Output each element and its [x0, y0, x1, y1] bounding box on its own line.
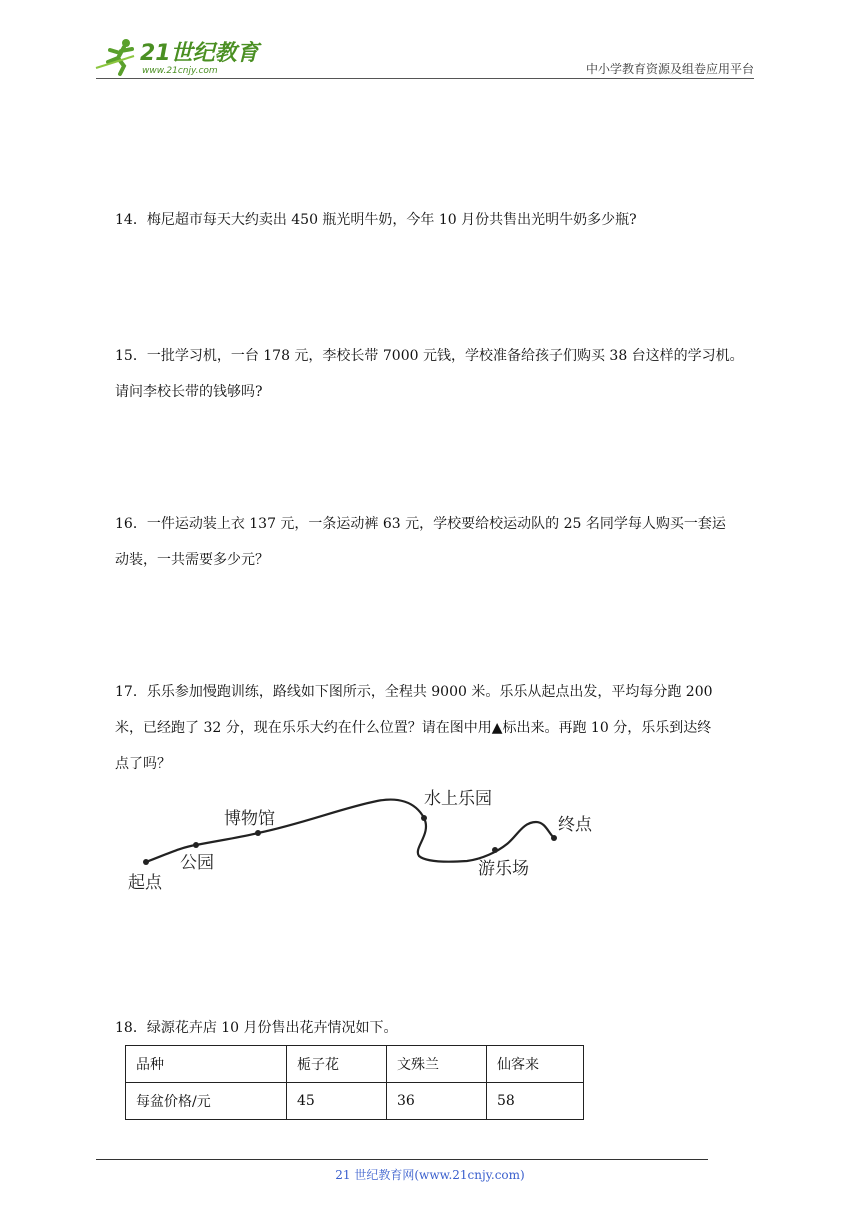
start-point	[143, 859, 149, 865]
amusement-point	[492, 847, 498, 853]
flower-price-table	[125, 1045, 584, 1120]
logo-title: 21世纪教育	[140, 41, 259, 66]
question-15	[115, 338, 775, 410]
table-cell: 36	[387, 1083, 487, 1120]
table-header-cell: 栀子花	[287, 1046, 387, 1083]
table-header-cell: 品种	[126, 1046, 287, 1083]
end-point	[551, 835, 557, 841]
question-16-line-1: 16．一件运动装上衣 137 元，一条运动裤 63 元，学校要给校运动队的 25 名同学每人购买一套运	[115, 516, 726, 532]
question-18	[115, 1010, 775, 1046]
question-17-line-1: 17．乐乐参加慢跑训练，路线如下图所示，全程共 9000 米。乐乐从起点出发，平均每分跑 200	[115, 684, 713, 700]
footer-divider	[96, 1159, 708, 1160]
header-divider	[96, 78, 754, 79]
logo-url: www.21cnjy.com	[142, 66, 218, 76]
table-header-cell: 文殊兰	[387, 1046, 487, 1083]
end-label: 终点	[558, 815, 592, 835]
runner-logo-icon	[96, 39, 134, 74]
question-15-line-1: 15．一批学习机，一台 178 元，李校长带 7000 元钱，学校准备给孩子们购买 38 台这样的学习机。	[115, 348, 744, 364]
question-15-line-2: 请问李校长带的钱够吗?	[115, 384, 263, 400]
table-header-row	[126, 1046, 584, 1083]
question-14-text: 14．梅尼超市每天大约卖出 450 瓶光明牛奶，今年 10 月份共售出光明牛奶多少瓶?	[115, 212, 637, 228]
museum-label: 博物馆	[224, 809, 275, 829]
question-14	[115, 202, 775, 238]
amusement-label: 游乐场	[478, 859, 529, 879]
table-row	[126, 1083, 584, 1120]
table-header-cell: 仙客来	[487, 1046, 584, 1083]
question-17-line-3: 点了吗？	[115, 756, 171, 772]
question-16	[115, 506, 775, 578]
park-label: 公园	[180, 853, 214, 873]
footer-link[interactable]: 21 世纪教育网(www.21cnjy.com)	[335, 1168, 525, 1182]
question-16-line-2: 动装，一共需要多少元？	[115, 552, 269, 568]
start-label: 起点	[128, 873, 162, 893]
table-cell: 每盆价格/元	[126, 1083, 287, 1120]
table-cell: 45	[287, 1083, 387, 1120]
platform-name: 中小学教育资源及组卷应用平台	[585, 62, 754, 76]
museum-point	[255, 830, 261, 836]
table-cell: 58	[487, 1083, 584, 1120]
question-17	[115, 674, 775, 782]
route-map[interactable]	[122, 784, 612, 904]
water-park-label: 水上乐园	[424, 789, 492, 809]
question-18-text: 18．绿源花卉店 10 月份售出花卉情况如下。	[115, 1020, 398, 1036]
water-park-point	[421, 815, 427, 821]
question-17-line-2: 米，已经跑了 32 分，现在乐乐大约在什么位置？请在图中用▲标出来。再跑 10 分，乐乐到达终	[115, 720, 712, 736]
site-logo	[94, 34, 264, 78]
park-point	[193, 842, 199, 848]
